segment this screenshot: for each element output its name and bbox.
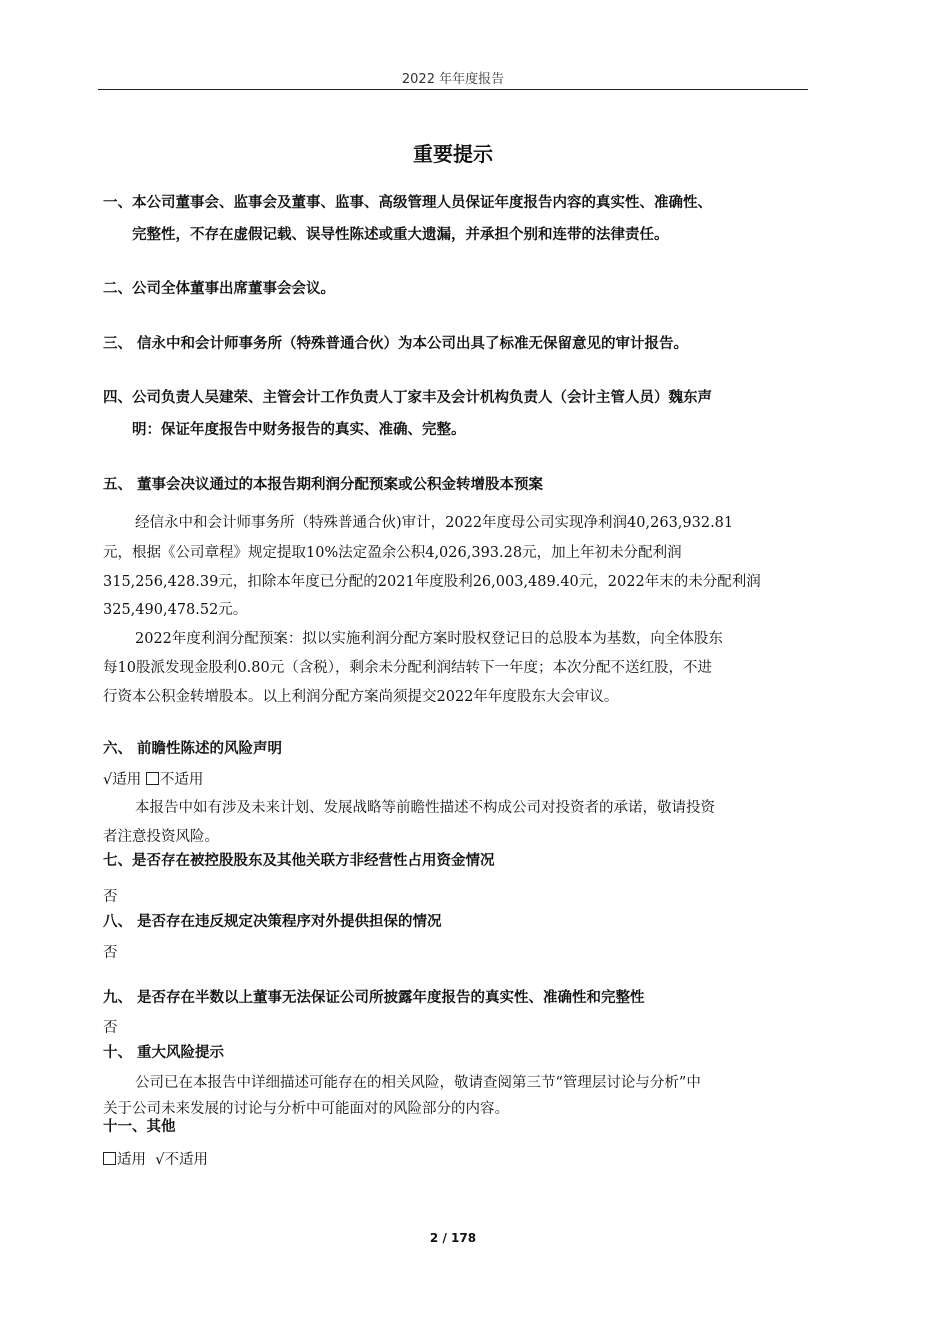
- item-6-p-line-1: 本报告中如有涉及未来计划、发展战略等前瞻性描述不构成公司对投资者的承诺，敬请投资: [135, 800, 715, 816]
- item-6-p-line-2: 者注意投资风险。: [103, 829, 219, 845]
- running-header: 2022 年年度报告: [401, 72, 505, 87]
- item-2: 二、公司全体董事出席董事会会议。: [103, 281, 335, 297]
- check-mark-icon: √: [103, 772, 113, 788]
- item-8-heading: 八、 是否存在违反规定决策程序对外提供担保的情况: [103, 914, 442, 930]
- item-9-answer: 否: [103, 1020, 118, 1036]
- item-5-p1-line-4: 325,490,478.52元。: [103, 602, 248, 618]
- item-5-p1-line-1: 经信永中和会计师事务所（特殊普通合伙)审计，2022年度母公司实现净利润40,263,932.81: [135, 515, 734, 531]
- not-applicable-label: 不适用: [164, 1152, 208, 1168]
- applicable-label: 适用: [112, 772, 142, 788]
- unchecked-box-icon: [146, 772, 159, 785]
- item-5-p2-line-2: 每10股派发现金股利0.80元（含税），剩余未分配利润结转下一年度；本次分配不送红股，不进: [103, 660, 712, 676]
- item-11-heading: 十一、其他: [103, 1119, 176, 1135]
- unchecked-box-icon: [103, 1152, 116, 1165]
- item-8-answer: 否: [103, 945, 118, 961]
- item-6-heading: 六、 前瞻性陈述的风险声明: [103, 741, 283, 757]
- item-7-answer: 否: [103, 889, 118, 905]
- item-5-p2-line-3: 行资本公积金转增股本。以上利润分配方案尚须提交2022年年度股东大会审议。: [103, 689, 619, 705]
- check-mark-icon: √: [155, 1152, 165, 1168]
- item-9-heading: 九、 是否存在半数以上董事无法保证公司所披露年度报告的真实性、准确性和完整性: [103, 990, 645, 1006]
- item-1-line-2: 完整性，不存在虚假记载、误导性陈述或重大遗漏，并承担个别和连带的法律责任。: [132, 227, 669, 243]
- item-5-p1-line-3: 315,256,428.39元，扣除本年度已分配的2021年度股利26,003,489.40元，2022年末的未分配利润: [103, 574, 761, 590]
- page-number: 2 / 178: [429, 1231, 477, 1245]
- item-10-heading: 十、 重大风险提示: [103, 1045, 225, 1061]
- not-applicable-label: 不适用: [159, 772, 204, 788]
- item-5-p1-line-2: 元，根据《公司章程》规定提取10%法定盈余公积4,026,393.28元，加上年初未分配利润: [103, 545, 682, 561]
- item-7-heading: 七、是否存在被控股股东及其他关联方非经营性占用资金情况: [103, 853, 495, 869]
- item-10-p-line-1: 公司已在本报告中详细描述可能存在的相关风险，敬请查阅第三节“管理层讨论与分析”中: [135, 1075, 701, 1091]
- item-10-p-line-2: 关于公司未来发展的讨论与分析中可能面对的风险部分的内容。: [103, 1101, 509, 1117]
- item-6-applicability: [103, 768, 203, 789]
- item-5-p2-line-1: 2022年度利润分配预案：拟以实施利润分配方案时股权登记日的总股本为基数，向全体股东: [135, 631, 723, 647]
- item-3: 三、 信永中和会计师事务所（特殊普通合伙）为本公司出具了标准无保留意见的审计报告。: [103, 336, 689, 352]
- applicable-label: 适用: [117, 1152, 146, 1168]
- page-title: 重要提示: [413, 142, 493, 166]
- item-1-line-1: 一、本公司董事会、监事会及董事、监事、高级管理人员保证年度报告内容的真实性、准确性、: [103, 195, 712, 211]
- item-11-applicability: [103, 1148, 208, 1169]
- item-4-line-1: 四、公司负责人吴建荣、主管会计工作负责人丁家丰及会计机构负责人（会计主管人员）魏东声: [103, 390, 712, 406]
- item-5-heading: 五、 董事会决议通过的本报告期利润分配预案或公积金转增股本预案: [103, 477, 544, 493]
- header-rule: [98, 89, 808, 90]
- item-4-line-2: 明：保证年度报告中财务报告的真实、准确、完整。: [132, 422, 466, 438]
